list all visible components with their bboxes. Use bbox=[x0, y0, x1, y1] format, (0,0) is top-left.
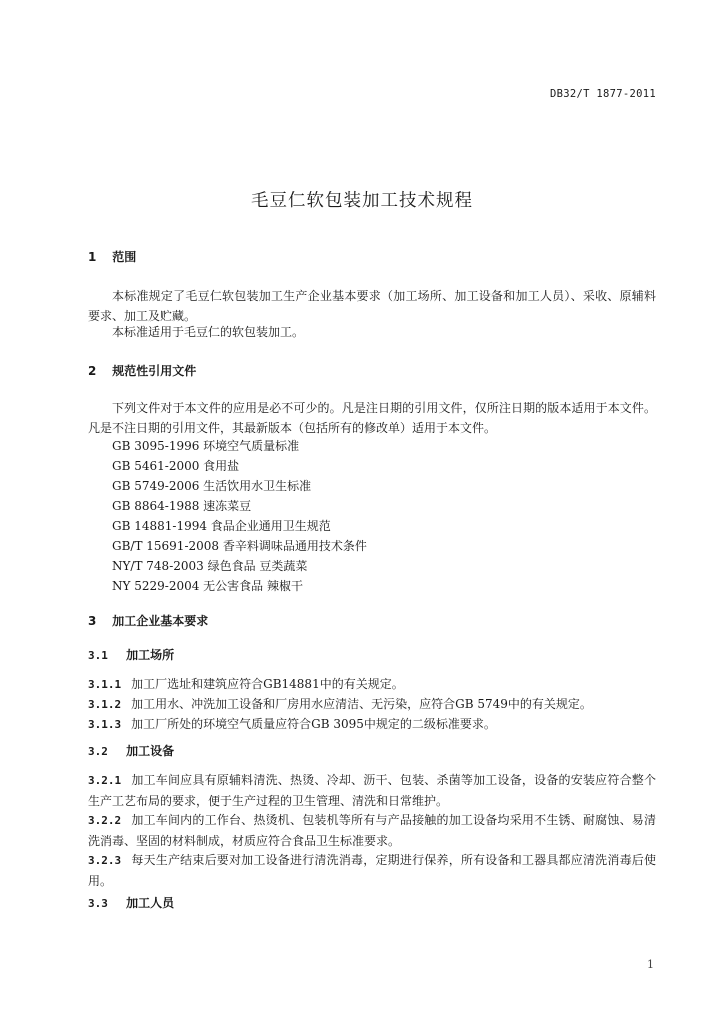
references-intro: 下列文件对于本文件的应用是必不可少的。凡是注日期的引用文件，仅所注日期的版本适用于本文件。凡是不注日期的引用文件，其最新版本（包括所有的修改单）适用于本文件。 bbox=[88, 401, 656, 435]
section-1-heading bbox=[88, 248, 136, 265]
clause-number: 3.2.1 bbox=[88, 774, 122, 787]
reference-item: GB 8864-1988 速冻菜豆 bbox=[112, 499, 252, 513]
clause-3-1-3 bbox=[88, 714, 656, 735]
subsection-3-3-heading bbox=[88, 894, 174, 911]
reference-item: GB 14881-1994 食品企业通用卫生规范 bbox=[112, 519, 331, 533]
clause-text: 加工厂所处的环境空气质量应符合GB 3095中规定的二级标准要求。 bbox=[131, 717, 496, 731]
section-number: 3 bbox=[88, 614, 97, 628]
clause-3-1-2 bbox=[88, 694, 656, 715]
clause-3-1-1 bbox=[88, 674, 656, 695]
subsection-3-1-heading bbox=[88, 646, 174, 663]
clause-text: 加工车间应具有原辅料清洗、热烫、冷却、沥干、包装、杀菌等加工设备，设备的安装应符合整个生产工艺布局的要求，便于生产过程的卫生管理、清洗和日常维护。 bbox=[88, 773, 656, 808]
clause-3-2-3 bbox=[88, 850, 656, 891]
reference-item: GB 5461-2000 食用盐 bbox=[112, 459, 240, 473]
reference-item: NY/T 748-2003 绿色食品 豆类蔬菜 bbox=[112, 559, 308, 573]
section-number: 1 bbox=[88, 250, 97, 264]
subsection-title: 加工设备 bbox=[126, 744, 175, 758]
section-title: 加工企业基本要求 bbox=[112, 614, 209, 628]
subsection-number: 3.1 bbox=[88, 649, 108, 662]
section-2-heading bbox=[88, 362, 196, 379]
reference-item: NY 5229-2004 无公害食品 辣椒干 bbox=[112, 579, 303, 593]
clause-3-2-2 bbox=[88, 810, 656, 851]
clause-number: 3.2.2 bbox=[88, 814, 122, 827]
scope-paragraph-1: 本标准规定了毛豆仁软包装加工生产企业基本要求（加工场所、加工设备和加工人员）、采收、原辅料要求、加工及贮藏。 bbox=[88, 289, 656, 323]
section-3-heading bbox=[88, 612, 208, 629]
document-title: 毛豆仁软包装加工技术规程 bbox=[251, 191, 473, 211]
clause-text: 每天生产结束后要对加工设备进行清洗消毒，定期进行保养，所有设备和工器具都应清洗消毒后使用。 bbox=[88, 853, 656, 888]
subsection-3-2-heading bbox=[88, 742, 174, 759]
reference-item: GB/T 15691-2008 香辛料调味品通用技术条件 bbox=[112, 539, 367, 553]
clause-number: 3.1.3 bbox=[88, 718, 122, 731]
clause-text: 加工厂选址和建筑应符合GB14881中的有关规定。 bbox=[131, 677, 404, 691]
section-title: 范围 bbox=[112, 250, 137, 264]
page-number: 1 bbox=[647, 958, 654, 971]
subsection-title: 加工场所 bbox=[126, 648, 175, 662]
clause-number: 3.2.3 bbox=[88, 854, 122, 867]
clause-number: 3.1.2 bbox=[88, 698, 122, 711]
reference-item: GB 3095-1996 环境空气质量标准 bbox=[112, 439, 300, 453]
clause-text: 加工用水、冲洗加工设备和厂房用水应清洁、无污染，应符合GB 5749中的有关规定。 bbox=[131, 697, 592, 711]
clause-3-2-1 bbox=[88, 770, 656, 811]
clause-text: 加工车间内的工作台、热烫机、包装机等所有与产品接触的加工设备均采用不生锈、耐腐蚀、易清洗消毒、坚固的材料制成，材质应符合食品卫生标准要求。 bbox=[88, 813, 656, 848]
section-title: 规范性引用文件 bbox=[112, 364, 197, 378]
subsection-title: 加工人员 bbox=[126, 896, 175, 910]
standard-code: DB32/T 1877-2011 bbox=[550, 88, 656, 100]
reference-item: GB 5749-2006 生活饮用水卫生标准 bbox=[112, 479, 312, 493]
clause-number: 3.1.1 bbox=[88, 678, 122, 691]
subsection-number: 3.3 bbox=[88, 897, 108, 910]
section-number: 2 bbox=[88, 364, 97, 378]
scope-paragraph-2: 本标准适用于毛豆仁的软包装加工。 bbox=[112, 325, 305, 339]
subsection-number: 3.2 bbox=[88, 745, 108, 758]
